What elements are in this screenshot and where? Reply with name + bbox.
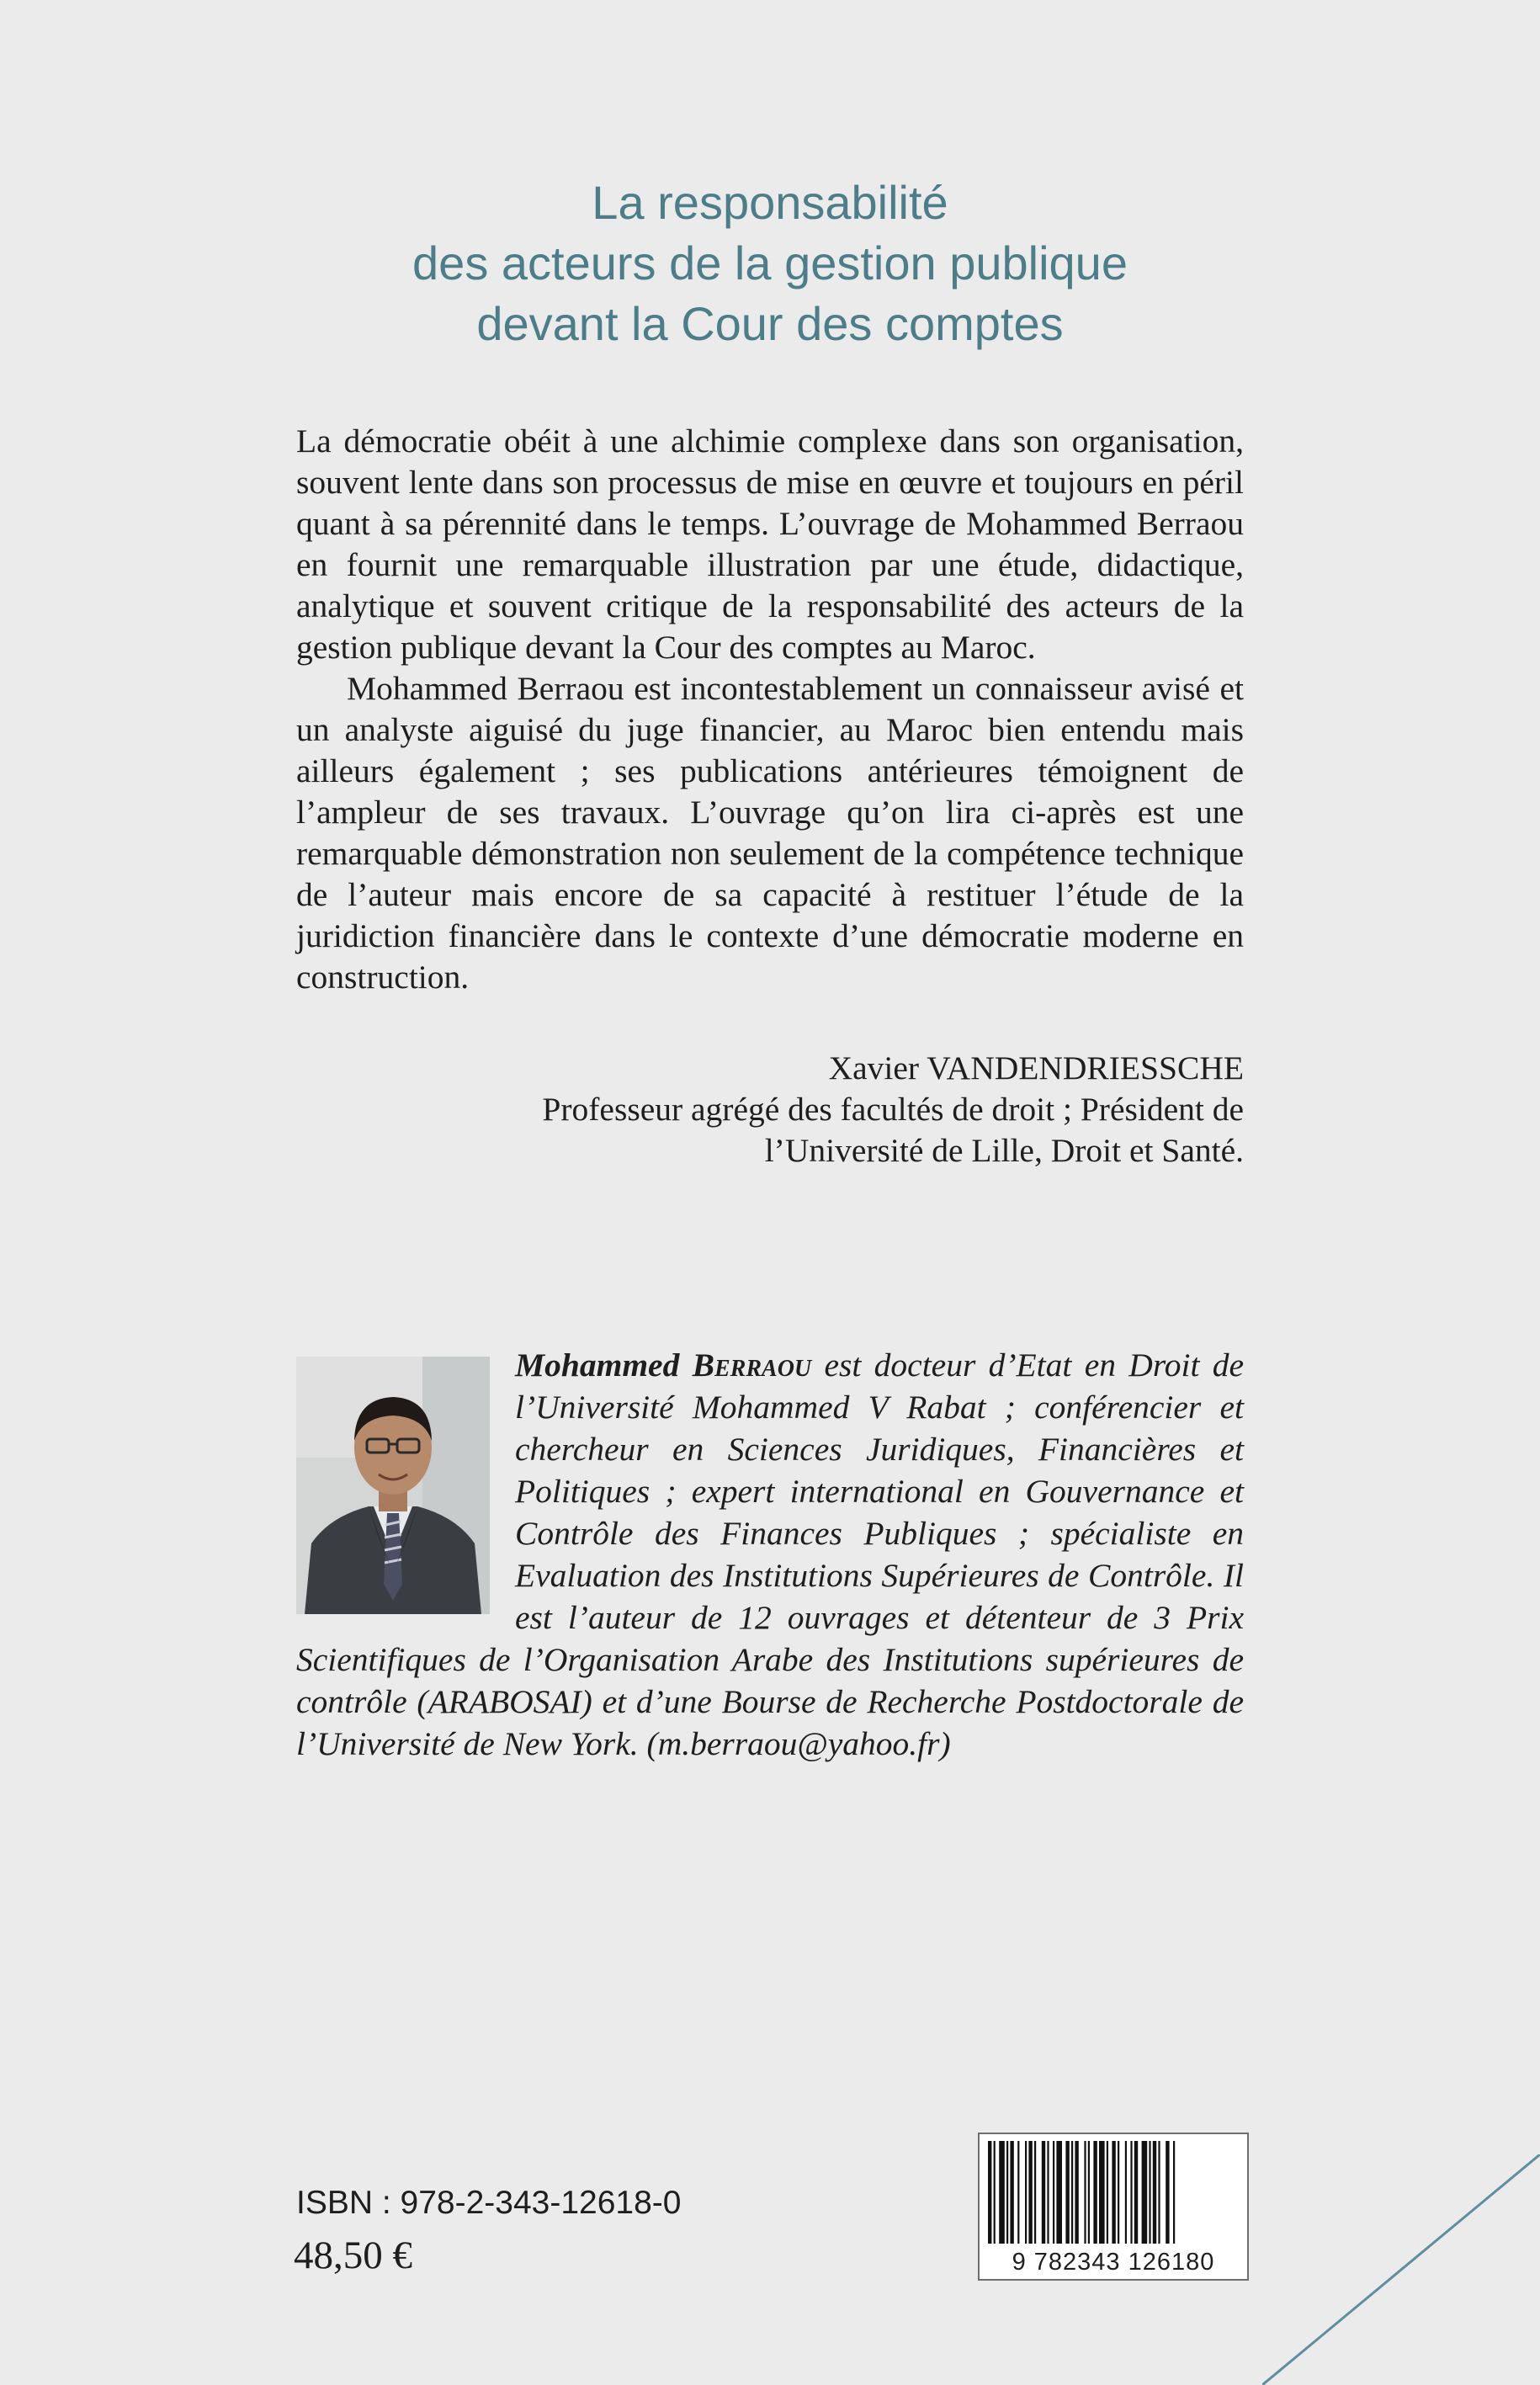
barcode-bar (1153, 2141, 1156, 2244)
signature (296, 1048, 1244, 1171)
barcode-bars (988, 2141, 1239, 2244)
barcode-bar (1042, 2141, 1045, 2244)
barcode-bar (1047, 2141, 1049, 2244)
barcode-bar (1125, 2141, 1127, 2244)
barcode-bar (1107, 2141, 1108, 2244)
barcode-bar (1099, 2141, 1105, 2244)
barcode-bar (1010, 2141, 1013, 2244)
barcode-bar (1053, 2141, 1054, 2244)
barcode-bar (1166, 2141, 1169, 2244)
author-first-name: Mohammed (515, 1347, 680, 1384)
title-line: La responsabilité (592, 176, 948, 229)
barcode-bar (994, 2141, 996, 2244)
signature-title-line-2: l’Université de Lille, Droit et Santé. (764, 1132, 1244, 1169)
barcode-bar (1134, 2141, 1138, 2244)
barcode-bar (1130, 2141, 1132, 2244)
barcode-bar (1118, 2141, 1119, 2244)
barcode-bar (1056, 2141, 1062, 2244)
barcode-bar (1006, 2141, 1008, 2244)
book-title (252, 173, 1288, 354)
barcode-bar (1025, 2141, 1027, 2244)
signature-title-line-1: Professeur agrégé des facultés de droit ; Président de (542, 1091, 1244, 1128)
price: 48,50 € (294, 2234, 412, 2277)
decorative-diagonal-line (1262, 2154, 1540, 2385)
barcode-bar (1034, 2141, 1036, 2244)
barcode-bar (1084, 2141, 1086, 2244)
author-bio (296, 1344, 1244, 1765)
barcode-bar (1158, 2141, 1160, 2244)
title-line: des acteurs de la gestion publique (412, 236, 1128, 289)
photo-spacer (296, 1359, 490, 1617)
barcode-bar (1071, 2141, 1073, 2244)
barcode-bar (988, 2141, 991, 2244)
blurb-paragraph-1: La démocratie obéit à une alchimie complexe dans son organisation, souvent lente dans son processus de mise en œuvre et toujours en péril quant à sa pérennité dans le temps. L’ouvrage de Mohammed Berraou en fournit une remarquable illustration par une étude, didactique, analytique et souvent critique de la responsabilité des acteurs de la gestion publique devant la Cour des comptes au Maroc. (296, 422, 1244, 666)
barcode-bar (1028, 2141, 1032, 2244)
title-line: devant la Cour des comptes (476, 297, 1064, 350)
blurb-paragraph-2: Mohammed Berraou est incontestablement un connaisseur avisé et un analyste aiguisé du juge financier, au Maroc bien entendu mais ailleurs également ; ses publications antérieures témoignent de l’ampleur de ses travaux. L’ouvrage qu’on lira ci-après est une remarquable démonstration non seulement de la compétence technique de l’auteur mais encore de sa capacité à restituer l’étude de la juridiction financière dans le contexte d’une démocratie moderne en construction. (296, 670, 1244, 996)
barcode-bar (1149, 2141, 1150, 2244)
barcode-bar (1173, 2141, 1175, 2244)
isbn: ISBN : 978-2-343-12618-0 (296, 2185, 682, 2221)
barcode-bar (1112, 2141, 1115, 2244)
barcode-bar (999, 2141, 1005, 2244)
barcode-bar (1017, 2141, 1019, 2244)
blurb (296, 421, 1244, 998)
signature-name: Xavier VANDENDRIESSCHE (828, 1049, 1244, 1086)
barcode-digits: 9 782343 126180 (1012, 2249, 1215, 2276)
author-last-name: Berraou (692, 1347, 812, 1384)
barcode-bar (1075, 2141, 1078, 2244)
barcode-bar (1065, 2141, 1069, 2244)
barcode-bar (1093, 2141, 1097, 2244)
barcode-bar (1142, 2141, 1148, 2244)
barcode (978, 2133, 1249, 2281)
barcode-bar (1088, 2141, 1090, 2244)
author-bio-text: est docteur d’Etat en Droit de l’Université Mohammed V Rabat ; conférencier et chercheur en Sciences Juridiques, Financières et Politiques ; expert international en Gouvernance et Contrôle des Finances Publiques ; spécialiste en Evaluation des Institutions Supérieures de Contrôle. Il est l’auteur de 12 ouvrages et détenteur de 3 Prix Scientifiques de l’Organisation Arabe des Institutions supérieures de contrôle (ARABOSAI) et d’une Bourse de Recherche Postdoctorale de l’Université de New York. (m.berraou@yahoo.fr) (296, 1347, 1245, 1762)
